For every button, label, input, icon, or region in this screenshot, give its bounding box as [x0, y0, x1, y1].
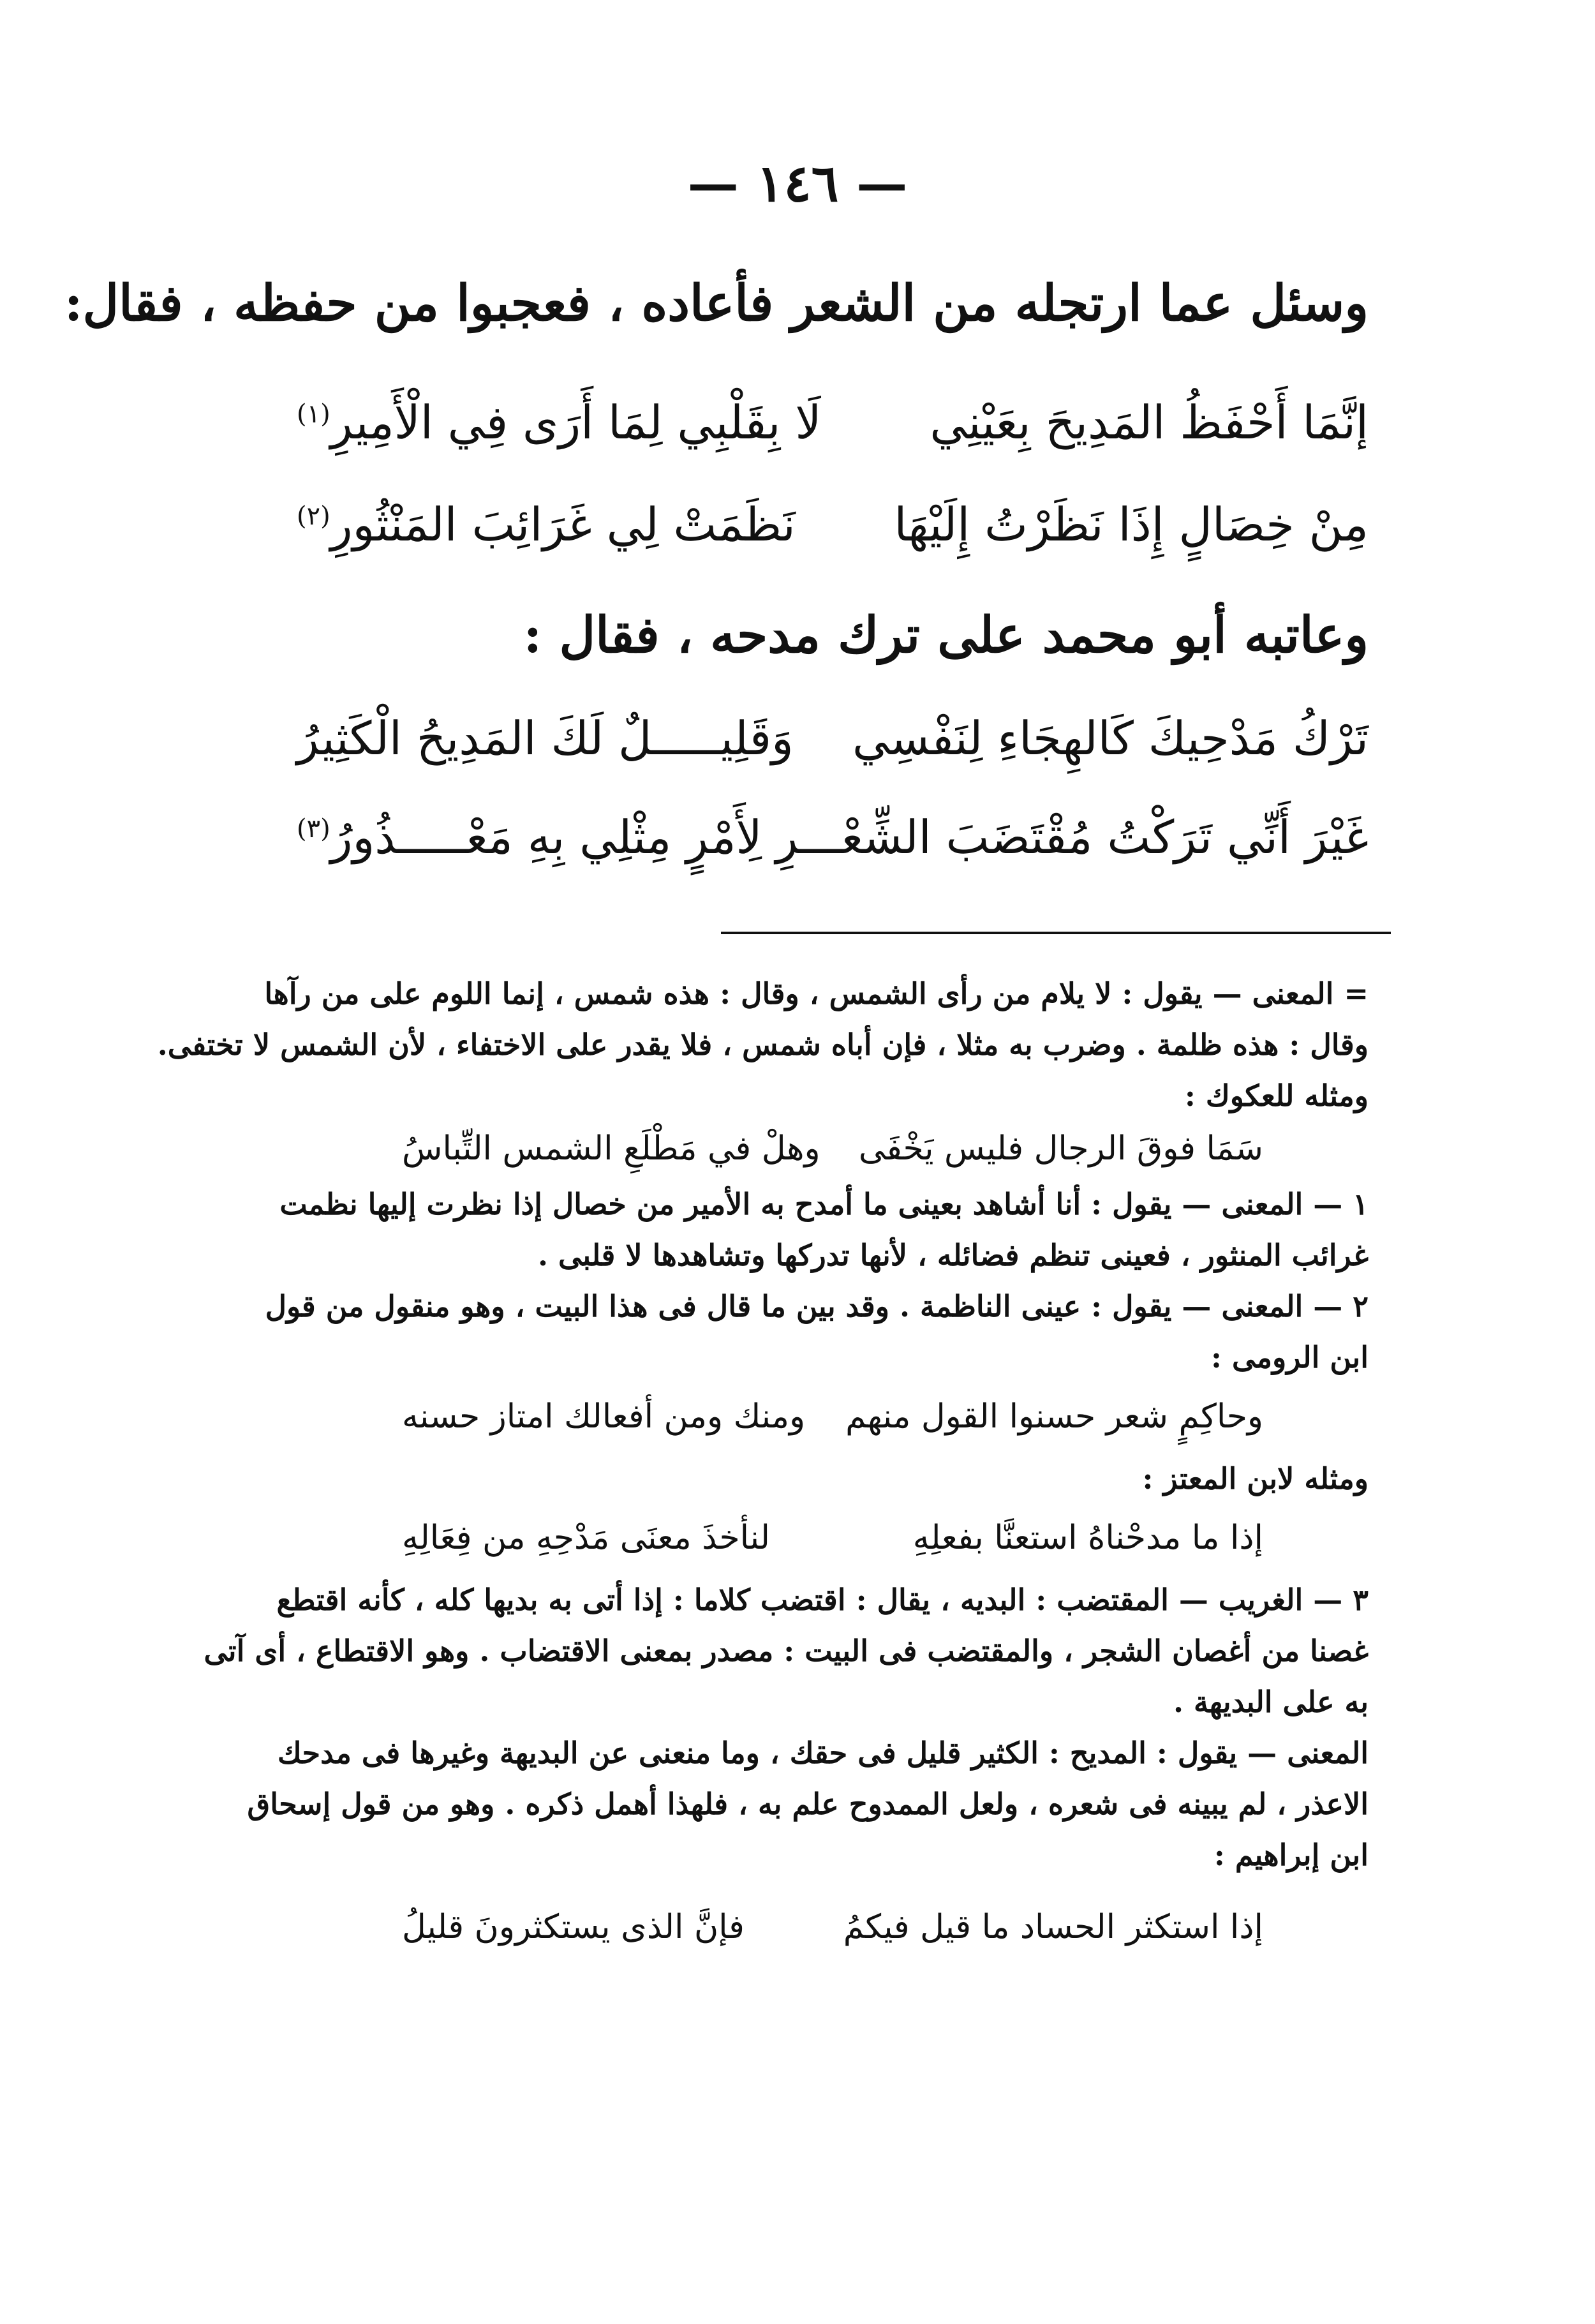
note-3-line-2: غصنا من أغصان الشجر ، والمقتضب فى البيت : مصدر بمعنى الاقتضاب . وهو الاقتطاع ، أى آتى: [204, 1634, 1369, 1668]
verse-2-left-wrap: [297, 498, 796, 551]
page-number: — ١٤٦ —: [687, 153, 908, 213]
note-1-line-2: غرائب المنثور ، فعينى تنظم فضائله ، لأنها تدركها وتشاهدها لا قلبى .: [537, 1238, 1369, 1272]
note-0-verse: [402, 1129, 1263, 1168]
verse-4-right: غَيْرَ أَنِّي تَرَكْتُ مُقْتَضَبَ الشِّعْـــرِ: [775, 810, 1369, 864]
footnote-ref-2: (٢): [297, 502, 330, 531]
note-3-line-5: الاعذر ، لم يبينه فى شعره ، ولعل الممدوح علم به ، فلهذا أهمل ذكره . وهو من قول إسحاق: [247, 1787, 1369, 1821]
verse-3-right: تَرْكُ مَدْحِيكَ كَالهِجَاءِ لِنَفْسِي: [852, 711, 1369, 765]
note-3-line-4: المعنى — يقول : المديح : الكثير قليل فى حقك ، وما منعنى عن البديهة وغيرها فى مدحك: [277, 1736, 1369, 1770]
verse-1-right: إنَّمَا أَحْفَظُ المَدِيحَ بِعَيْنِي: [930, 396, 1369, 449]
note-3-line-6: ابن إبراهيم :: [1213, 1838, 1369, 1872]
note-2-line-3: ومثله لابن المعتز :: [1142, 1461, 1369, 1496]
note-1-line-1: ١ — المعنى — يقول : أنا أشاهد بعينى ما أمدح به الأمير من خصال إذا نظرت إليها نظمت: [279, 1187, 1369, 1221]
note-2-verse-2-left: لنأخذَ معنَى مَدْحِهِ من فِعَالِهِ: [402, 1519, 771, 1557]
verse-4-left: لِأَمْرٍ مِثْلِي بِهِ مَعْـــــذُورُ: [330, 810, 762, 864]
verse-3: [297, 711, 1369, 765]
verse-2-right: مِنْ خِصَالٍ إِذَا نَظَرْتُ إِلَيْهَا: [894, 498, 1369, 551]
verse-3-left: وَقَلِيـــــلٌ لَكَ المَدِيحُ الْكَثِيرُ: [297, 711, 794, 765]
note-0-verse-right: سَمَا فوقَ الرجال فليس يَخْفَى: [858, 1129, 1263, 1168]
verse-1: [297, 396, 1369, 449]
note-2-line-2: ابن الرومى :: [1211, 1340, 1369, 1374]
note-3-verse-right: إذا استكثر الحساد ما قيل فيكمُ: [843, 1908, 1263, 1946]
verse-4: [297, 810, 1369, 864]
note-2-verse-1-right: وحاكِمٍ شعر حسنوا القول منهم: [845, 1397, 1263, 1436]
verse-1-left-wrap: [297, 396, 821, 449]
verse-1-left: لَا بِقَلْبِي لِمَا أَرَى فِي الْأَمِيرِ: [330, 396, 822, 449]
note-2-verse-1: [402, 1397, 1263, 1436]
intro-line-1: وسئل عما ارتجله من الشعر فأعاده ، فعجبوا من حفظه ، فقال:: [64, 274, 1369, 332]
note-2-line-1: ٢ — المعنى — يقول : عينى الناظمة . وقد بين ما قال فى هذا البيت ، وهو منقول من قول: [265, 1289, 1369, 1323]
verse-2-left: نَظَمَتْ لِي غَرَائِبَ المَنْثُورِ: [330, 498, 796, 551]
verse-4-left-wrap: [297, 810, 762, 864]
footnote-ref-1: (١): [297, 399, 330, 429]
verse-2: [297, 498, 1369, 551]
note-0-verse-left: وهلْ في مَطْلَعِ الشمس التِّباسُ: [402, 1129, 820, 1168]
footnote-ref-3: (٣): [297, 814, 330, 844]
note-3-verse: [402, 1908, 1263, 1946]
intro-line-2: وعاتبه أبو محمد على ترك مدحه ، فقال :: [523, 606, 1369, 664]
note-0-line-3: ومثله للعكوك :: [1184, 1078, 1369, 1113]
note-2-verse-2: [402, 1519, 1263, 1557]
note-2-verse-2-right: إذا ما مدحْناهُ استعنَّا بفعلِهِ: [912, 1519, 1263, 1557]
footnote-separator: [721, 932, 1391, 934]
note-0-line-1: = المعنى — يقول : لا يلام من رأى الشمس ، وقال : هذه شمس ، إنما اللوم على من رآها: [264, 976, 1369, 1011]
note-3-line-3: به على البديهة .: [1173, 1685, 1369, 1719]
note-3-verse-left: فإنَّ الذى يستكثرونَ قليلُ: [402, 1908, 745, 1946]
note-3-line-1: ٣ — الغريب — المقتضب : البديه ، يقال : اقتضب كلاما : إذا أتى به بديها كله ، كأنه اقتطع: [276, 1583, 1369, 1617]
note-2-verse-1-left: ومنك ومن أفعالك امتاز حسنه: [402, 1397, 806, 1436]
note-0-line-2: وقال : هذه ظلمة . وضرب به مثلا ، فإن أباه شمس ، فلا يقدر على الاختفاء ، لأن الشمس لا تختفى.: [157, 1027, 1369, 1062]
